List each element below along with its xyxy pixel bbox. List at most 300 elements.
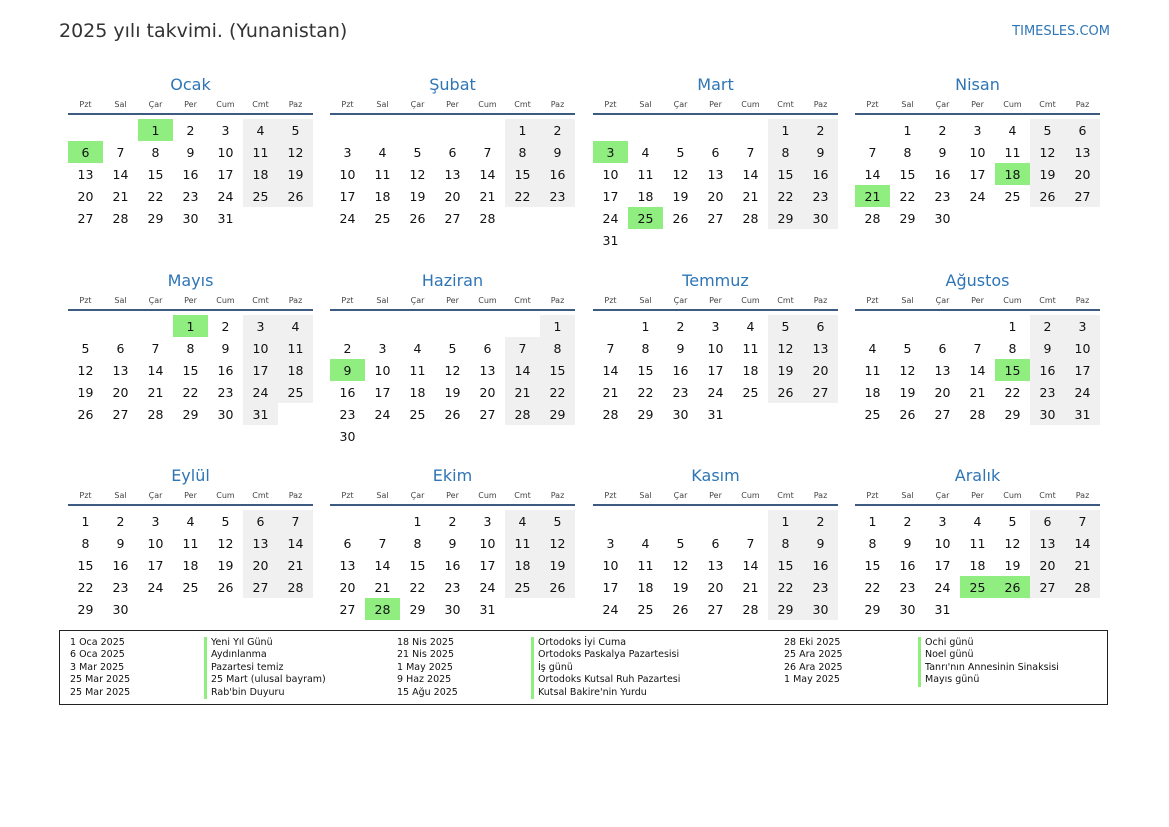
day-cell: 14	[147, 362, 164, 378]
weekday-header	[593, 97, 838, 115]
day-cell: 21	[112, 188, 129, 204]
day-cell: 18	[742, 362, 759, 378]
weekday-header	[330, 293, 575, 311]
day-cell: 25	[742, 384, 759, 400]
weekday-label: Per	[184, 100, 197, 109]
day-cell: 13	[77, 166, 94, 182]
day-cell: 26	[278, 185, 313, 207]
holiday-name: 25 Mart (ulusal bayram)	[211, 674, 326, 686]
day-cell: 25	[864, 406, 881, 422]
day-cell: 27	[479, 406, 496, 422]
day-cell: 5	[1030, 119, 1065, 141]
day-cell: 14	[1065, 532, 1100, 554]
day-cell: 11	[409, 362, 426, 378]
day-cell: 4	[973, 513, 982, 529]
day-cell: 28	[147, 406, 164, 422]
day-cell: 16	[182, 166, 199, 182]
day-cell: 11	[742, 340, 759, 356]
day-cell: 1	[903, 122, 912, 138]
holiday-date: 3 Mar 2025	[70, 661, 125, 673]
day-cell: 2	[803, 119, 838, 141]
day-grid	[593, 119, 838, 251]
month-name: Şubat	[429, 75, 476, 94]
day-cell: 12	[409, 166, 426, 182]
day-cell: 19	[899, 384, 916, 400]
weekday-label: Cmt	[1039, 100, 1056, 109]
day-cell: 6	[116, 340, 125, 356]
day-cell: 10	[243, 337, 278, 359]
weekday-label: Cum	[741, 491, 760, 500]
day-cell: 21	[742, 188, 759, 204]
weekday-label: Pzt	[604, 296, 617, 305]
weekday-label: Per	[971, 100, 984, 109]
empty-cell	[68, 119, 103, 141]
day-cell: 22	[182, 384, 199, 400]
holiday-name: Rab'bin Duyuru	[211, 686, 285, 698]
day-cell: 30	[339, 428, 356, 444]
day-cell: 19	[77, 384, 94, 400]
day-cell: 25	[505, 576, 540, 598]
holiday-day-cell: 9	[330, 359, 365, 381]
day-cell: 13	[243, 532, 278, 554]
day-cell: 16	[444, 557, 461, 573]
day-cell: 23	[112, 579, 129, 595]
day-cell: 10	[217, 144, 234, 160]
empty-cell	[733, 119, 768, 141]
weekday-header	[855, 488, 1100, 506]
weekday-label: Cmt	[252, 100, 269, 109]
weekday-header	[68, 293, 313, 311]
day-cell: 27	[707, 601, 724, 617]
weekday-label: Sal	[114, 100, 127, 109]
day-cell: 22	[505, 185, 540, 207]
empty-cell	[890, 315, 925, 337]
day-cell: 3	[483, 513, 492, 529]
day-cell: 27	[243, 576, 278, 598]
empty-cell	[103, 315, 138, 337]
day-cell: 17	[602, 579, 619, 595]
holiday-date-column	[70, 637, 130, 699]
holiday-name-column	[204, 637, 326, 699]
holiday-name: Ochi günü	[925, 637, 974, 648]
day-cell: 20	[339, 579, 356, 595]
day-cell: 15	[540, 359, 575, 381]
empty-cell	[400, 119, 435, 141]
weekday-label: Çar	[410, 100, 425, 109]
weekday-label: Per	[184, 296, 197, 305]
day-cell: 16	[899, 557, 916, 573]
day-cell: 10	[934, 535, 951, 551]
holiday-day-cell: 18	[995, 163, 1030, 185]
weekday-label: Cum	[741, 100, 760, 109]
holiday-day-cell: 25	[628, 207, 663, 229]
day-cell: 4	[641, 144, 650, 160]
day-cell: 23	[444, 579, 461, 595]
day-cell: 6	[1030, 510, 1065, 532]
weekday-label: Pzt	[79, 296, 92, 305]
day-cell: 7	[483, 144, 492, 160]
empty-cell	[663, 510, 698, 532]
day-cell: 25	[374, 210, 391, 226]
day-cell: 3	[973, 122, 982, 138]
weekday-label: Cmt	[252, 491, 269, 500]
day-cell: 11	[505, 532, 540, 554]
day-cell: 15	[899, 166, 916, 182]
day-cell: 16	[217, 362, 234, 378]
weekday-label: Cmt	[777, 296, 794, 305]
day-cell: 1	[768, 119, 803, 141]
weekday-label: Sal	[639, 491, 652, 500]
holiday-name-column	[531, 637, 680, 699]
day-cell: 27	[707, 210, 724, 226]
day-grid	[330, 510, 575, 620]
day-cell: 15	[77, 557, 94, 573]
day-cell: 11	[243, 141, 278, 163]
day-cell: 17	[479, 557, 496, 573]
month-calendar	[68, 74, 313, 229]
day-cell: 10	[147, 535, 164, 551]
weekday-label: Sal	[376, 491, 389, 500]
weekday-label: Çar	[148, 491, 163, 500]
weekday-label: Paz	[813, 491, 828, 500]
month-name: Mart	[697, 75, 734, 94]
day-cell: 25	[278, 381, 313, 403]
weekday-label: Pzt	[866, 491, 879, 500]
weekday-label: Paz	[550, 491, 565, 500]
weekday-label: Pzt	[341, 100, 354, 109]
day-cell: 3	[343, 144, 352, 160]
day-cell: 1	[768, 510, 803, 532]
empty-cell	[470, 119, 505, 141]
day-cell: 6	[711, 144, 720, 160]
holiday-name: Pazartesi temiz	[211, 661, 284, 673]
empty-cell	[593, 119, 628, 141]
day-cell: 19	[1030, 163, 1065, 185]
holiday-date: 18 Nis 2025	[397, 637, 454, 648]
day-cell: 20	[803, 359, 838, 381]
day-cell: 20	[1030, 554, 1065, 576]
weekday-label: Cum	[1003, 491, 1022, 500]
day-cell: 16	[540, 163, 575, 185]
weekday-label: Sal	[639, 100, 652, 109]
day-cell: 15	[864, 557, 881, 573]
weekday-label: Paz	[288, 100, 303, 109]
day-cell: 21	[742, 579, 759, 595]
day-cell: 17	[374, 384, 391, 400]
weekday-label: Çar	[410, 296, 425, 305]
day-cell: 1	[81, 513, 90, 529]
day-cell: 14	[864, 166, 881, 182]
day-cell: 9	[116, 535, 125, 551]
day-cell: 28	[864, 210, 881, 226]
day-cell: 30	[672, 406, 689, 422]
holiday-date: 1 Oca 2025	[70, 637, 125, 648]
weekday-label: Cmt	[252, 296, 269, 305]
empty-cell	[138, 315, 173, 337]
day-cell: 17	[602, 188, 619, 204]
weekday-label: Cmt	[1039, 296, 1056, 305]
day-cell: 15	[147, 166, 164, 182]
weekday-label: Cmt	[514, 296, 531, 305]
day-cell: 5	[81, 340, 90, 356]
day-cell: 22	[540, 381, 575, 403]
day-cell: 7	[746, 144, 755, 160]
month-name: Nisan	[955, 75, 1000, 94]
weekday-label: Sal	[901, 100, 914, 109]
day-cell: 27	[1065, 185, 1100, 207]
day-cell: 18	[637, 188, 654, 204]
day-cell: 25	[637, 601, 654, 617]
day-cell: 14	[602, 362, 619, 378]
weekday-label: Cum	[216, 100, 235, 109]
day-cell: 29	[864, 601, 881, 617]
holiday-date-column	[784, 637, 843, 687]
day-cell: 28	[742, 210, 759, 226]
day-cell: 13	[479, 362, 496, 378]
weekday-label: Pzt	[79, 100, 92, 109]
day-cell: 3	[606, 535, 615, 551]
day-cell: 13	[1030, 532, 1065, 554]
day-cell: 12	[672, 557, 689, 573]
weekday-label: Per	[971, 296, 984, 305]
weekday-label: Pzt	[79, 491, 92, 500]
day-cell: 11	[1004, 144, 1021, 160]
day-cell: 20	[479, 384, 496, 400]
day-cell: 16	[934, 166, 951, 182]
holiday-name: Ortodoks Kutsal Ruh Pazartesi	[538, 674, 681, 686]
day-cell: 15	[182, 362, 199, 378]
day-cell: 23	[803, 185, 838, 207]
holiday-day-cell: 3	[593, 141, 628, 163]
day-cell: 27	[803, 381, 838, 403]
weekday-label: Paz	[1075, 491, 1090, 500]
weekday-label: Çar	[148, 296, 163, 305]
day-cell: 27	[339, 601, 356, 617]
weekday-label: Cum	[1003, 100, 1022, 109]
day-cell: 2	[221, 318, 230, 334]
day-grid	[855, 510, 1100, 620]
weekday-label: Paz	[813, 296, 828, 305]
day-cell: 29	[409, 601, 426, 617]
weekday-label: Cum	[1003, 296, 1022, 305]
day-cell: 8	[540, 337, 575, 359]
day-cell: 16	[803, 554, 838, 576]
day-cell: 18	[864, 384, 881, 400]
weekday-label: Sal	[114, 296, 127, 305]
holiday-date: 6 Oca 2025	[70, 649, 125, 661]
day-cell: 5	[278, 119, 313, 141]
month-calendar	[593, 465, 838, 620]
day-cell: 16	[112, 557, 129, 573]
empty-cell	[925, 315, 960, 337]
day-cell: 30	[1030, 403, 1065, 425]
day-cell: 11	[864, 362, 881, 378]
empty-cell	[628, 510, 663, 532]
day-cell: 23	[540, 185, 575, 207]
day-cell: 9	[448, 535, 457, 551]
weekday-label: Pzt	[341, 296, 354, 305]
holiday-date: 1 May 2025	[397, 661, 453, 673]
weekday-label: Çar	[935, 100, 950, 109]
day-cell: 29	[77, 601, 94, 617]
day-cell: 31	[217, 210, 234, 226]
day-cell: 26	[217, 579, 234, 595]
weekday-label: Pzt	[604, 100, 617, 109]
day-cell: 27	[112, 406, 129, 422]
day-cell: 20	[934, 384, 951, 400]
day-cell: 20	[1065, 163, 1100, 185]
weekday-label: Per	[446, 100, 459, 109]
day-cell: 21	[479, 188, 496, 204]
day-cell: 26	[672, 210, 689, 226]
day-cell: 6	[938, 340, 947, 356]
day-cell: 6	[711, 535, 720, 551]
day-cell: 11	[374, 166, 391, 182]
day-cell: 29	[1004, 406, 1021, 422]
day-cell: 25	[182, 579, 199, 595]
day-cell: 8	[151, 144, 160, 160]
day-cell: 5	[540, 510, 575, 532]
day-cell: 20	[77, 188, 94, 204]
day-cell: 7	[606, 340, 615, 356]
day-cell: 8	[903, 144, 912, 160]
day-cell: 2	[186, 122, 195, 138]
day-cell: 29	[899, 210, 916, 226]
empty-cell	[855, 119, 890, 141]
day-cell: 24	[243, 381, 278, 403]
holiday-day-cell: 6	[68, 141, 103, 163]
day-cell: 31	[934, 601, 951, 617]
month-calendar	[330, 465, 575, 620]
day-cell: 1	[1008, 318, 1017, 334]
day-cell: 7	[868, 144, 877, 160]
empty-cell	[470, 315, 505, 337]
day-cell: 17	[1065, 359, 1100, 381]
day-cell: 23	[182, 188, 199, 204]
day-grid	[855, 119, 1100, 229]
day-grid	[68, 119, 313, 229]
day-cell: 11	[278, 337, 313, 359]
day-cell: 6	[243, 510, 278, 532]
month-calendar	[855, 270, 1100, 425]
day-cell: 21	[505, 381, 540, 403]
day-cell: 2	[116, 513, 125, 529]
day-cell: 28	[278, 576, 313, 598]
day-cell: 25	[409, 406, 426, 422]
day-cell: 10	[1065, 337, 1100, 359]
day-cell: 26	[77, 406, 94, 422]
empty-cell	[330, 315, 365, 337]
day-cell: 29	[768, 207, 803, 229]
day-cell: 9	[676, 340, 685, 356]
day-cell: 2	[343, 340, 352, 356]
day-cell: 18	[278, 359, 313, 381]
weekday-label: Cum	[216, 296, 235, 305]
day-grid	[855, 315, 1100, 425]
day-cell: 5	[1008, 513, 1017, 529]
day-cell: 13	[444, 166, 461, 182]
day-cell: 30	[803, 207, 838, 229]
weekday-label: Çar	[935, 296, 950, 305]
day-cell: 7	[1065, 510, 1100, 532]
month-name: Temmuz	[682, 271, 749, 290]
weekday-header	[68, 97, 313, 115]
weekday-label: Pzt	[604, 491, 617, 500]
day-cell: 6	[448, 144, 457, 160]
day-cell: 5	[676, 535, 685, 551]
weekday-label: Per	[446, 296, 459, 305]
day-cell: 1	[413, 513, 422, 529]
day-cell: 3	[1065, 315, 1100, 337]
holiday-date: 26 Ara 2025	[784, 661, 843, 673]
day-cell: 7	[378, 535, 387, 551]
day-cell: 17	[934, 557, 951, 573]
day-cell: 13	[112, 362, 129, 378]
day-cell: 29	[182, 406, 199, 422]
day-cell: 8	[768, 141, 803, 163]
day-cell: 9	[903, 535, 912, 551]
holiday-date: 1 May 2025	[784, 674, 840, 686]
day-cell: 18	[409, 384, 426, 400]
day-cell: 12	[1030, 141, 1065, 163]
day-cell: 27	[444, 210, 461, 226]
day-cell: 13	[707, 557, 724, 573]
weekday-label: Cum	[741, 296, 760, 305]
day-cell: 21	[147, 384, 164, 400]
day-cell: 14	[479, 166, 496, 182]
day-cell: 26	[768, 381, 803, 403]
day-cell: 4	[746, 318, 755, 334]
day-cell: 30	[182, 210, 199, 226]
day-cell: 26	[409, 210, 426, 226]
day-cell: 6	[343, 535, 352, 551]
day-cell: 11	[182, 535, 199, 551]
weekday-header	[593, 488, 838, 506]
weekday-label: Cum	[478, 296, 497, 305]
holiday-date: 9 Haz 2025	[397, 674, 452, 686]
day-cell: 5	[768, 315, 803, 337]
day-cell: 10	[707, 340, 724, 356]
day-cell: 7	[973, 340, 982, 356]
day-cell: 19	[540, 554, 575, 576]
weekday-label: Çar	[673, 296, 688, 305]
day-cell: 7	[116, 144, 125, 160]
month-calendar	[593, 270, 838, 425]
day-grid	[330, 315, 575, 447]
day-cell: 30	[803, 598, 838, 620]
month-calendar	[855, 74, 1100, 229]
day-cell: 21	[969, 384, 986, 400]
day-cell: 27	[1030, 576, 1065, 598]
day-cell: 4	[1008, 122, 1017, 138]
day-cell: 3	[243, 315, 278, 337]
day-cell: 2	[803, 510, 838, 532]
day-cell: 4	[505, 510, 540, 532]
day-cell: 17	[707, 362, 724, 378]
holiday-name: Tanrı'nın Annesinin Sinaksisi	[925, 661, 1059, 673]
day-cell: 24	[602, 210, 619, 226]
day-cell: 9	[186, 144, 195, 160]
empty-cell	[733, 510, 768, 532]
weekday-label: Çar	[673, 491, 688, 500]
day-cell: 26	[899, 406, 916, 422]
day-cell: 29	[147, 210, 164, 226]
empty-cell	[593, 510, 628, 532]
site-link[interactable]: TIMESLES.COM	[1012, 24, 1110, 39]
holiday-name: Kutsal Bakire'nin Yurdu	[538, 686, 647, 698]
day-cell: 20	[243, 554, 278, 576]
day-cell: 4	[641, 535, 650, 551]
